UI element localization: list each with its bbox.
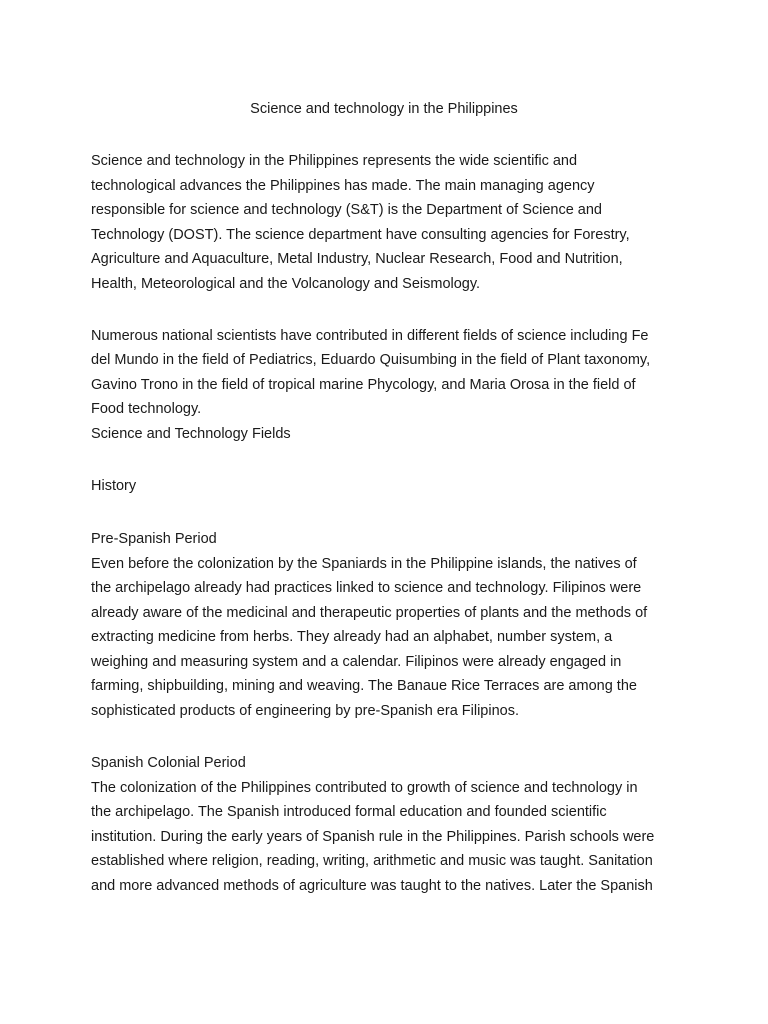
scientists-line-4: Food technology. bbox=[91, 401, 202, 417]
scientists-line-3: Gavino Trono in the field of tropical marine Phycology, and Maria Orosa in the field of bbox=[91, 377, 636, 393]
intro-line-5: Agriculture and Aquaculture, Metal Industry, Nuclear Research, Food and Nutrition, bbox=[91, 251, 623, 267]
document-title: Science and technology in the Philippines bbox=[250, 101, 518, 117]
pre-spanish-line-2: the archipelago already had practices linked to science and technology. Filipinos were bbox=[91, 580, 642, 596]
pre-spanish-line-4: extracting medicine from herbs. They already had an alphabet, number system, a bbox=[91, 629, 613, 645]
pre-spanish-line-5: weighing and measuring system and a calendar. Filipinos were already engaged in bbox=[91, 654, 622, 670]
spanish-colonial-line-5: and more advanced methods of agriculture was taught to the natives. Later the Spanish bbox=[91, 878, 653, 894]
spanish-colonial-line-1: The colonization of the Philippines contributed to growth of science and technology in bbox=[91, 780, 638, 796]
scientists-line-1: Numerous national scientists have contributed in different fields of science including Fe bbox=[91, 328, 649, 344]
intro-line-4: Technology (DOST). The science department have consulting agencies for Forestry, bbox=[91, 227, 630, 243]
history-heading: History bbox=[91, 478, 137, 494]
spanish-colonial-line-3: institution. During the early years of Spanish rule in the Philippines. Parish schools were bbox=[91, 829, 655, 845]
spanish-colonial-heading: Spanish Colonial Period bbox=[91, 755, 246, 771]
intro-line-3: responsible for science and technology (S&T) is the Department of Science and bbox=[91, 202, 602, 218]
pre-spanish-line-3: already aware of the medicinal and therapeutic properties of plants and the methods of bbox=[91, 605, 648, 621]
spanish-colonial-line-4: established where religion, reading, writing, arithmetic and music was taught. Sanitation bbox=[91, 853, 653, 869]
pre-spanish-heading: Pre-Spanish Period bbox=[91, 531, 217, 547]
fields-heading: Science and Technology Fields bbox=[91, 426, 291, 442]
pre-spanish-line-6: farming, shipbuilding, mining and weaving. The Banaue Rice Terraces are among the bbox=[91, 678, 637, 694]
pre-spanish-line-1: Even before the colonization by the Spaniards in the Philippine islands, the natives of bbox=[91, 556, 637, 572]
pre-spanish-line-7: sophisticated products of engineering by pre-Spanish era Filipinos. bbox=[91, 703, 519, 719]
intro-line-2: technological advances the Philippines has made. The main managing agency bbox=[91, 178, 595, 194]
intro-line-6: Health, Meteorological and the Volcanology and Seismology. bbox=[91, 276, 481, 292]
intro-line-1: Science and technology in the Philippines represents the wide scientific and bbox=[91, 153, 578, 169]
spanish-colonial-line-2: the archipelago. The Spanish introduced formal education and founded scientific bbox=[91, 804, 607, 820]
scientists-line-2: del Mundo in the field of Pediatrics, Eduardo Quisumbing in the field of Plant taxonomy, bbox=[91, 352, 651, 368]
